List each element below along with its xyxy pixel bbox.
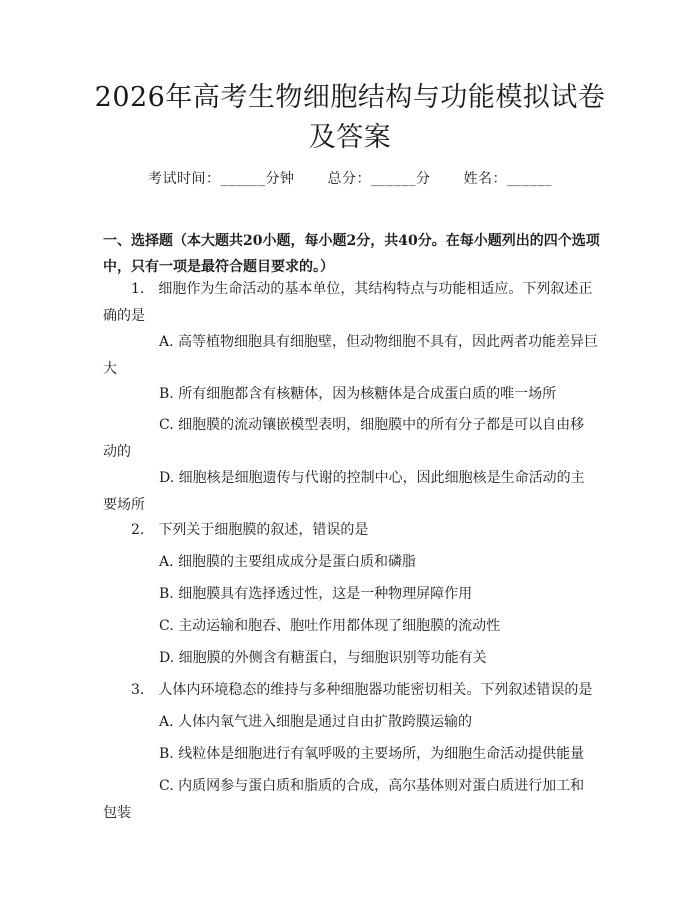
section-heading: 一、选择题（本大题共20小题，每小题2分，共40分。在每小题列出的四个选项中，只有一项是最符合题目要求的。） xyxy=(103,233,600,275)
question-3-option-a: A. 人体内氧气进入细胞是通过自由扩散跨膜运输的 xyxy=(159,714,473,730)
question-2-option-c: C. 主动运输和胞吞、胞吐作用都体现了细胞膜的流动性 xyxy=(159,618,501,634)
question-2-option-a: A. 细胞膜的主要组成成分是蛋白质和磷脂 xyxy=(159,554,417,570)
exam-time: 考试时间：______分钟 xyxy=(148,171,295,187)
exam-name: 姓名：______ xyxy=(463,171,552,187)
page-title: 2026年高考生物细胞结构与功能模拟试卷及答案 xyxy=(94,82,606,153)
question-2-stem: 2. 下列关于细胞膜的叙述，错误的是 xyxy=(131,522,369,538)
question-1-option-c: C. 细胞膜的流动镶嵌模型表明，细胞膜中的所有分子都是可以自由移动的 xyxy=(103,417,585,460)
question-1-option-d: D. 细胞核是细胞遗传与代谢的控制中心，因此细胞核是生命活动的主要场所 xyxy=(103,470,585,513)
exam-score: 总分：______分 xyxy=(327,171,431,187)
question-3-stem: 3. 人体内环境稳态的维持与多种细胞器功能密切相关。下列叙述错误的是 xyxy=(131,682,593,698)
question-1-stem: 1. 细胞作为生命活动的基本单位，其结构特点与功能相适应。下列叙述正确的是 xyxy=(103,281,593,324)
question-3-option-c: C. 内质网参与蛋白质和脂质的合成，高尔基体则对蛋白质进行加工和包装 xyxy=(103,778,585,821)
question-1-option-a: A. 高等植物细胞具有细胞壁，但动物细胞不具有，因此两者功能差异巨大 xyxy=(103,334,599,377)
question-2-option-d: D. 细胞膜的外侧含有糖蛋白，与细胞识别等功能有关 xyxy=(159,650,487,666)
question-3-option-b: B. 线粒体是细胞进行有氧呼吸的主要场所，为细胞生命活动提供能量 xyxy=(159,746,585,762)
exam-meta xyxy=(0,168,700,188)
question-2-option-b: B. 细胞膜具有选择透过性，这是一种物理屏障作用 xyxy=(159,586,473,602)
question-1-option-b: B. 所有细胞都含有核糖体，因为核糖体是合成蛋白质的唯一场所 xyxy=(159,386,557,402)
